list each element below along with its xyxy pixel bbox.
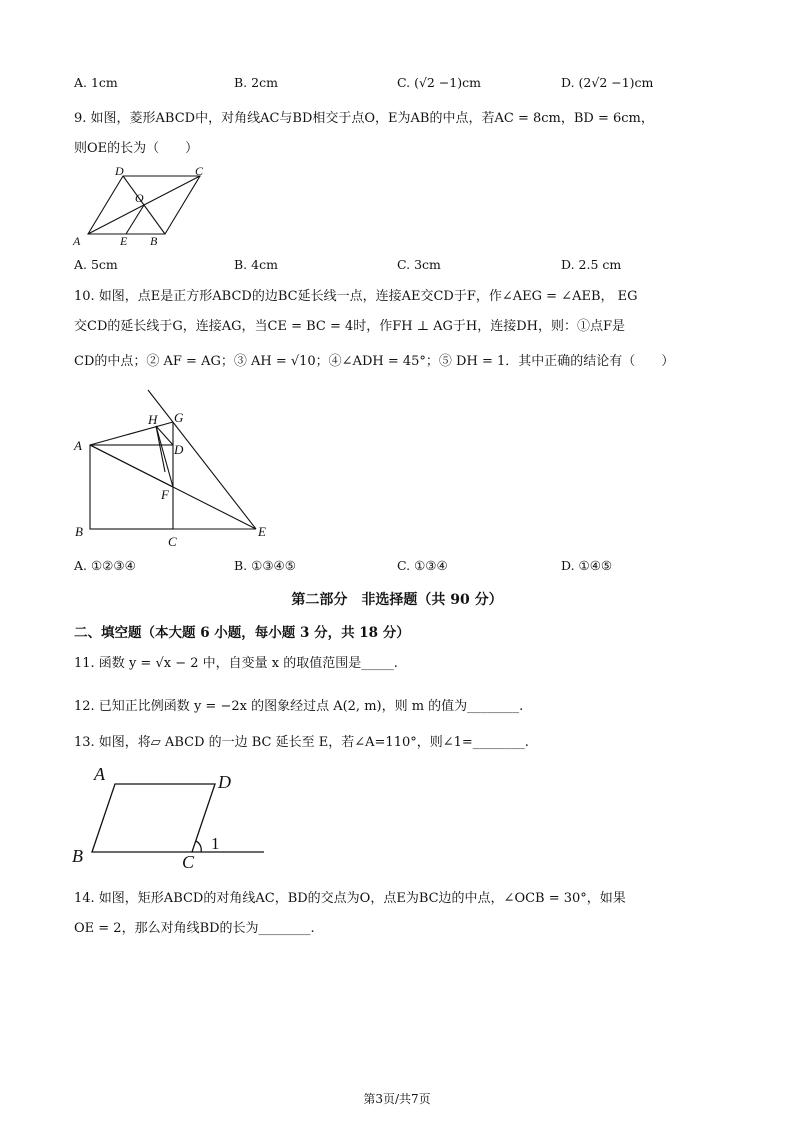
q10-label-f: F [161,487,169,502]
q14-text-line1: 14. 如图，矩形ABCD的对角线AC，BD的交点为O，点E为BC边的中点，∠OCB = 30°，如果 [74,891,626,906]
q10-label-d: D [174,442,184,457]
q13-text: 13. 如图，将▱ ABCD 的一边 BC 延长至 E，若∠A=110°，则∠1=________. [74,735,529,750]
q8-option-b: B. 2cm [234,75,278,90]
q10-option-a: A. ①②③④ [74,558,136,573]
q9-label-a: A [73,234,81,248]
q8-option-d: D. (2√2 −1)cm [561,75,654,90]
q13-label-c: C [182,852,195,870]
q9-option-c: C. 3cm [397,257,441,272]
part2-title: 第二部分 非选择题（共 90 分） [291,592,503,608]
q9-label-e: E [120,234,128,248]
q10-square-figure [70,382,290,552]
q13-label-angle-1: 1 [211,834,220,853]
q10-label-e: E [258,524,266,539]
q10-option-b: B. ①③④⑤ [234,558,296,573]
q9-option-b: B. 4cm [234,257,278,272]
q10-label-g: G [174,410,184,425]
page-footer: 第3页/共7页 [363,1092,431,1106]
q10-label-c: C [168,534,177,549]
q13-label-d: D [218,772,231,792]
q8-option-a: A. 1cm [74,75,118,90]
q13-label-a: A [94,764,105,784]
q10-label-a: A [74,438,82,453]
q9-label-b: B [150,234,158,248]
q10-option-d: D. ①④⑤ [561,558,613,573]
q9-option-d: D. 2.5 cm [561,257,622,272]
q8-option-c: C. (√2 −1)cm [397,75,481,90]
q11-text: 11. 函数 y = √x − 2 中，自变量 x 的取值范围是_____. [74,656,398,671]
q10-text-line1: 10. 如图，点E是正方形ABCD的边BC延长线一点，连接AE交CD于F，作∠AEG = ∠AEB， EG [74,289,638,304]
q10-option-c: C. ①③④ [397,558,448,573]
q9-text-line2: 则OE的长为（ ） [74,141,199,156]
q10-text-line2: 交CD的延长线于G，连接AG，当CE = BC = 4时，作FH ⊥ AG于H，连接DH，则：①点F是 [74,319,626,334]
q10-label-b: B [75,524,83,539]
section2-heading: 二、填空题（本大题 6 小题，每小题 3 分，共 18 分） [74,625,410,641]
q12-text: 12. 已知正比例函数 y = −2x 的图象经过点 A(2, m)，则 m 的值为________. [74,699,524,714]
q10-text-line3: CD的中点；② AF = AG；③ AH = √10；④∠ADH = 45°；⑤ DH = 1．其中正确的结论有（ ） [74,354,675,369]
q10-label-h: H [148,412,158,427]
q9-text-line1: 9. 如图，菱形ABCD中，对角线AC与BD相交于点O，E为AB的中点，若AC = 8cm，BD = 6cm， [74,111,654,126]
q9-option-a: A. 5cm [74,257,118,272]
q9-label-o: O [135,191,144,205]
q9-label-d: D [115,164,124,178]
q13-parallelogram-figure [68,760,278,870]
q14-text-line2: OE = 2，那么对角线BD的长为________. [74,921,315,936]
q9-rhombus-figure [68,162,218,252]
q9-label-c: C [195,164,204,178]
q13-label-b: B [72,846,83,866]
